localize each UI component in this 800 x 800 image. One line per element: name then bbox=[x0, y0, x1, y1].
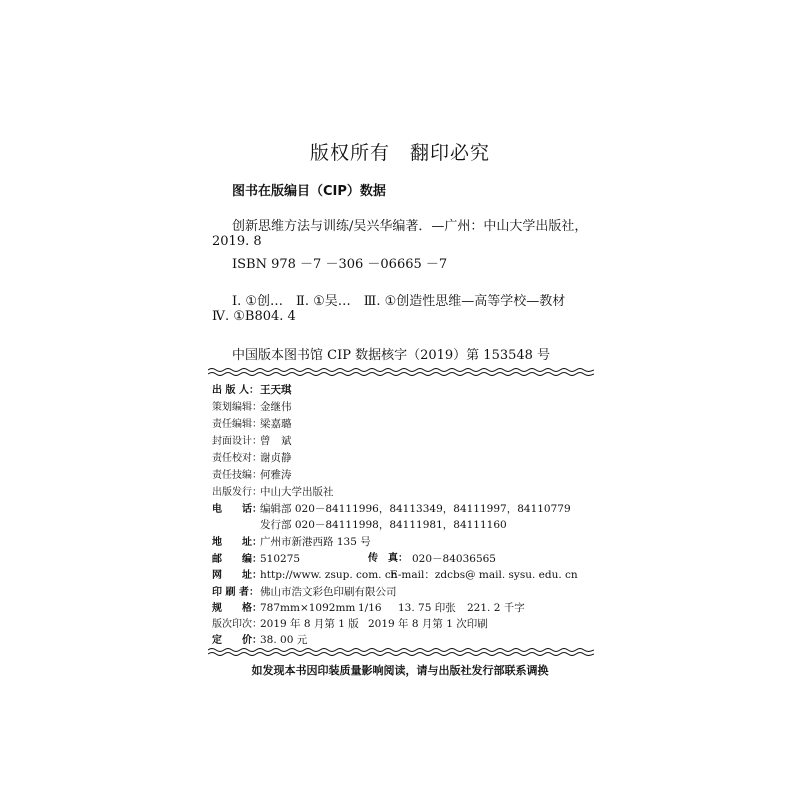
info-value: 编辑部 020－84111996，84113349，84111997，84110779 bbox=[260, 503, 571, 515]
info-value: 787mm×1092mm bbox=[260, 602, 356, 614]
info-value: 王天琪 bbox=[260, 384, 292, 396]
info-value: 梁嘉璐 bbox=[260, 418, 292, 430]
print-edition: 2019 年 8 月第 1 次印刷 bbox=[368, 618, 488, 630]
info-label: 印 刷 者： bbox=[212, 587, 259, 598]
sheet-count: 13. 75 印张 bbox=[398, 602, 456, 614]
info-label: 邮 编： bbox=[212, 554, 262, 565]
info-website bbox=[212, 568, 578, 583]
sheet-format: 1/16 bbox=[358, 602, 382, 614]
wave-divider-top bbox=[208, 368, 594, 376]
info-label: 出 版 人： bbox=[212, 385, 259, 396]
info-value: 佛山市浩文彩色印刷有限公司 bbox=[260, 586, 397, 598]
email-address[interactable]: E-mail：zdcbs@ mail. sysu. edu. cn bbox=[390, 569, 578, 581]
fax-label: 传 真： bbox=[368, 553, 408, 564]
info-label: 定 价： bbox=[212, 635, 262, 646]
info-spec bbox=[212, 601, 525, 616]
info-label: 地 址： bbox=[212, 537, 262, 548]
wave-divider-bottom bbox=[208, 648, 594, 656]
info-responsible-editor bbox=[212, 417, 292, 432]
info-value: 38. 00 元 bbox=[260, 634, 308, 646]
info-cover-design bbox=[212, 434, 292, 449]
info-label: 策划编辑： bbox=[212, 402, 262, 413]
info-value: 发行部 020－84111998，84111981，84111160 bbox=[260, 519, 507, 531]
info-label: 责任校对： bbox=[212, 453, 262, 464]
website-url[interactable]: http://www. zsup. com. cn bbox=[260, 569, 398, 581]
info-value: 何雅涛 bbox=[260, 469, 292, 481]
footer-notice: 如发现本书因印装质量影响阅读，请与出版社发行部联系调换 bbox=[251, 664, 549, 677]
info-proofreader bbox=[212, 451, 292, 466]
info-phone bbox=[212, 502, 571, 517]
info-postcode bbox=[212, 552, 496, 567]
info-edition bbox=[212, 617, 488, 632]
cip-subject-line: Ⅰ. ①创… Ⅱ. ①吴… Ⅲ. ①创造性思维—高等学校—教材 bbox=[232, 294, 566, 309]
info-printer bbox=[212, 585, 397, 600]
info-value: 510275 bbox=[260, 553, 301, 565]
info-value: 曾 斌 bbox=[260, 435, 292, 447]
info-publisher bbox=[212, 383, 292, 398]
info-value: 2019 年 8 月第 1 版 bbox=[260, 618, 359, 630]
info-label: 封面设计： bbox=[212, 436, 262, 447]
info-value: 广州市新港西路 135 号 bbox=[260, 536, 371, 548]
cip-classification-line: Ⅳ. ①B804. 4 bbox=[212, 309, 296, 324]
info-label: 责任技编： bbox=[212, 470, 262, 481]
info-distribution bbox=[212, 485, 334, 500]
copyright-notice: 版权所有 翻印必究 bbox=[309, 142, 490, 164]
fax-value: 020－84036565 bbox=[412, 553, 496, 565]
info-label: 版次印次： bbox=[212, 619, 262, 630]
info-value: 谢贞静 bbox=[260, 452, 292, 464]
info-address bbox=[212, 535, 371, 550]
word-count: 221. 2 千字 bbox=[467, 602, 525, 614]
info-label: 网 址： bbox=[212, 570, 262, 581]
cip-isbn-line: ISBN 978 －7 －306 －06665 －7 bbox=[232, 257, 448, 272]
cip-title-line: 创新思维方法与训练/吴兴华编著．—广州：中山大学出版社， bbox=[232, 219, 588, 234]
cip-record-line: 中国版本图书馆 CIP 数据核字（2019）第 153548 号 bbox=[232, 348, 551, 363]
info-label: 责任编辑： bbox=[212, 419, 262, 430]
info-value: 中山大学出版社 bbox=[260, 486, 334, 498]
info-label: 电 话： bbox=[212, 504, 262, 515]
info-planning-editor bbox=[212, 400, 292, 415]
info-technical-editor bbox=[212, 468, 292, 483]
info-label: 出版发行： bbox=[212, 487, 262, 498]
info-label: 规 格： bbox=[212, 603, 262, 614]
cip-date-line: 2019. 8 bbox=[212, 234, 262, 249]
cip-heading: 图书在版编目（CIP）数据 bbox=[232, 184, 386, 199]
info-price bbox=[212, 633, 307, 648]
info-value: 金继伟 bbox=[260, 401, 292, 413]
info-phone-distribution bbox=[212, 518, 507, 532]
